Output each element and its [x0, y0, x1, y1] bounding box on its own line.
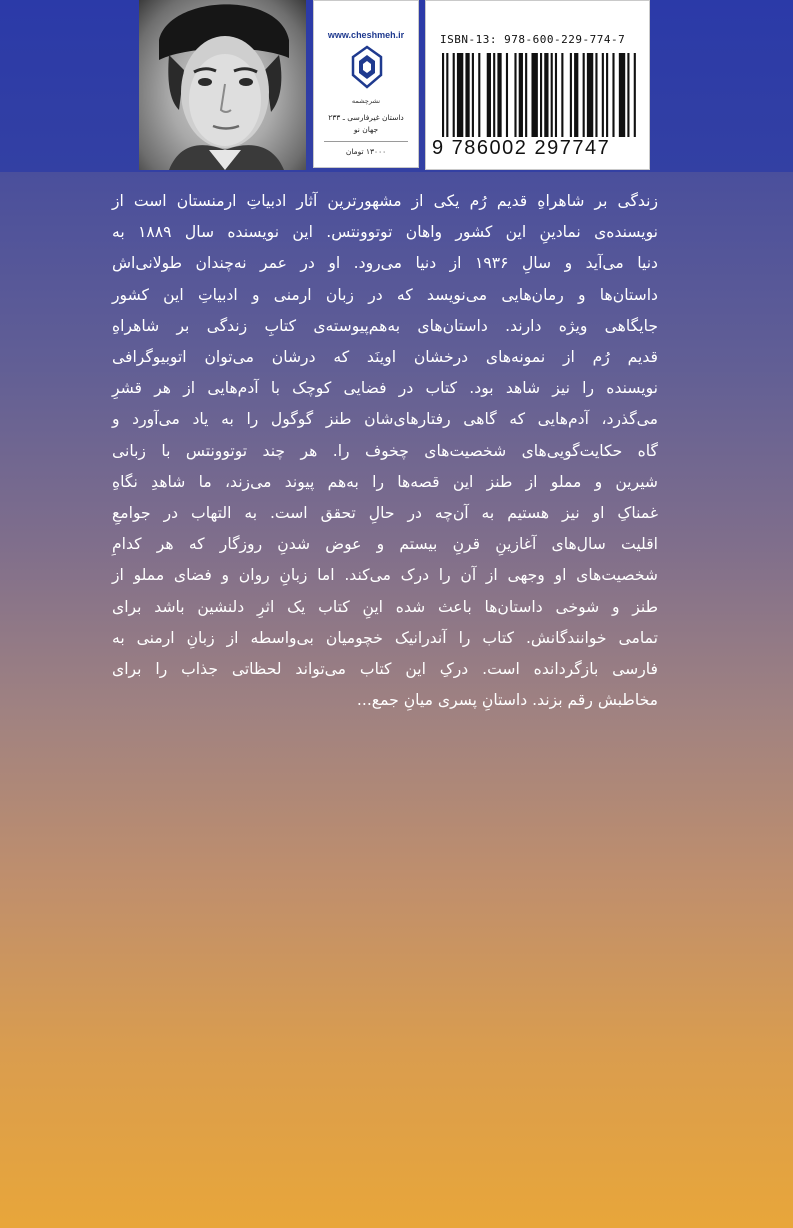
blurb-line: می‌گذرد، آدم‌هایی که گاهی رفتارهای‌شان طنز گوگول را به یاد می‌آورد و — [112, 410, 658, 429]
publisher-panel — [313, 0, 419, 168]
blurb-line: نویسنده را نیز شاهد بود. کتاب در فضایی کوچک با آدم‌هایی از هر قشرِ — [112, 379, 658, 398]
blurb-line: مخاطبش رقم بزند. داستانِ پسری میانِ جمع... — [356, 691, 658, 710]
barcode-panel — [425, 0, 650, 170]
price-label: ۱۳۰۰۰ تومان — [345, 147, 387, 156]
publisher-name: نشرچشمه — [351, 97, 381, 105]
series-label: داستان غیرفارسی ـ ۲۳۳ — [328, 113, 404, 122]
publisher-logo-icon — [351, 45, 383, 89]
blurb-line: زندگی بر شاهراهِ قدیم رُم یکی از مشهورترین آثار ادبیاتِ ارمنستان است از — [112, 192, 658, 210]
author-photo — [139, 0, 306, 170]
blurb-line: اقلیت سال‌های آغازینِ قرنِ بیستم و عوض شدنِ روزگار که هر کدامِ — [112, 535, 658, 554]
blurb-line: غمناکِ او نیز هستیم به آن‌چه در حالِ تحقق است. به التهاب در جوامعِ — [112, 504, 658, 523]
blurb-line: گاه حکایت‌گویی‌های شخصیت‌های چخوف را. هر چند توتوونتس با زبانی — [112, 441, 658, 460]
blurb-line: فارسی بازگردانده است. درکِ این کتاب می‌تواند لحظاتی جذاب را برای — [112, 660, 658, 679]
blurb-line: دنیا می‌آید و سالِ ۱۹۳۶ از دنیا می‌رود. او در عمر نه‌چندان طولانی‌اش — [112, 254, 658, 273]
blurb-line: قدیم رُم از نمونه‌های درخشان اوینَد که درشان می‌توان اتوبیوگرافی — [112, 348, 658, 367]
blurb-line: داستان‌ها و رمان‌هایی می‌نویسد که در زبان ارمنی و ادبیاتِ این کشور — [112, 285, 658, 304]
barcode-bars-icon — [442, 53, 638, 137]
blurb-line: جایگاهی ویژه دارند. داستان‌های به‌هم‌پیوسته‌ی کتابِ زندگی بر شاهراهِ — [112, 316, 658, 335]
barcode-digits: 9 786002 297747 — [432, 137, 611, 159]
blurb-line: نویسنده‌ی نمادینِ این کشور واهان توتوونتس. این نویسنده سال ۱۸۸۹ به — [112, 223, 658, 242]
blurb-line: شخصیت‌های او وجهی از آن را درک می‌کند. اما زبانِ روان و فضای مملو از — [112, 566, 658, 585]
isbn-text: ISBN-13: 978-600-229-774-7 — [440, 33, 626, 46]
blurb-line: شیرین و مملو از طنز این قصه‌ها را به‌هم پیوند می‌زند، ما شاهدِ نگاهِ — [112, 472, 658, 491]
subseries-label: جهان نو — [353, 125, 379, 134]
blurb-line: تمامی خوانندگانش. کتاب را آندرانیک خچومیان بی‌واسطه از زبانِ ارمنی به — [112, 628, 658, 647]
blurb-text — [112, 186, 658, 716]
publisher-url[interactable]: www.cheshmeh.ir — [327, 30, 405, 40]
divider — [324, 141, 408, 142]
blurb-line: طنز و شوخی داستان‌ها باعث شده اینِ کتاب یک اثرِ دلنشین باشد برای — [112, 597, 658, 616]
